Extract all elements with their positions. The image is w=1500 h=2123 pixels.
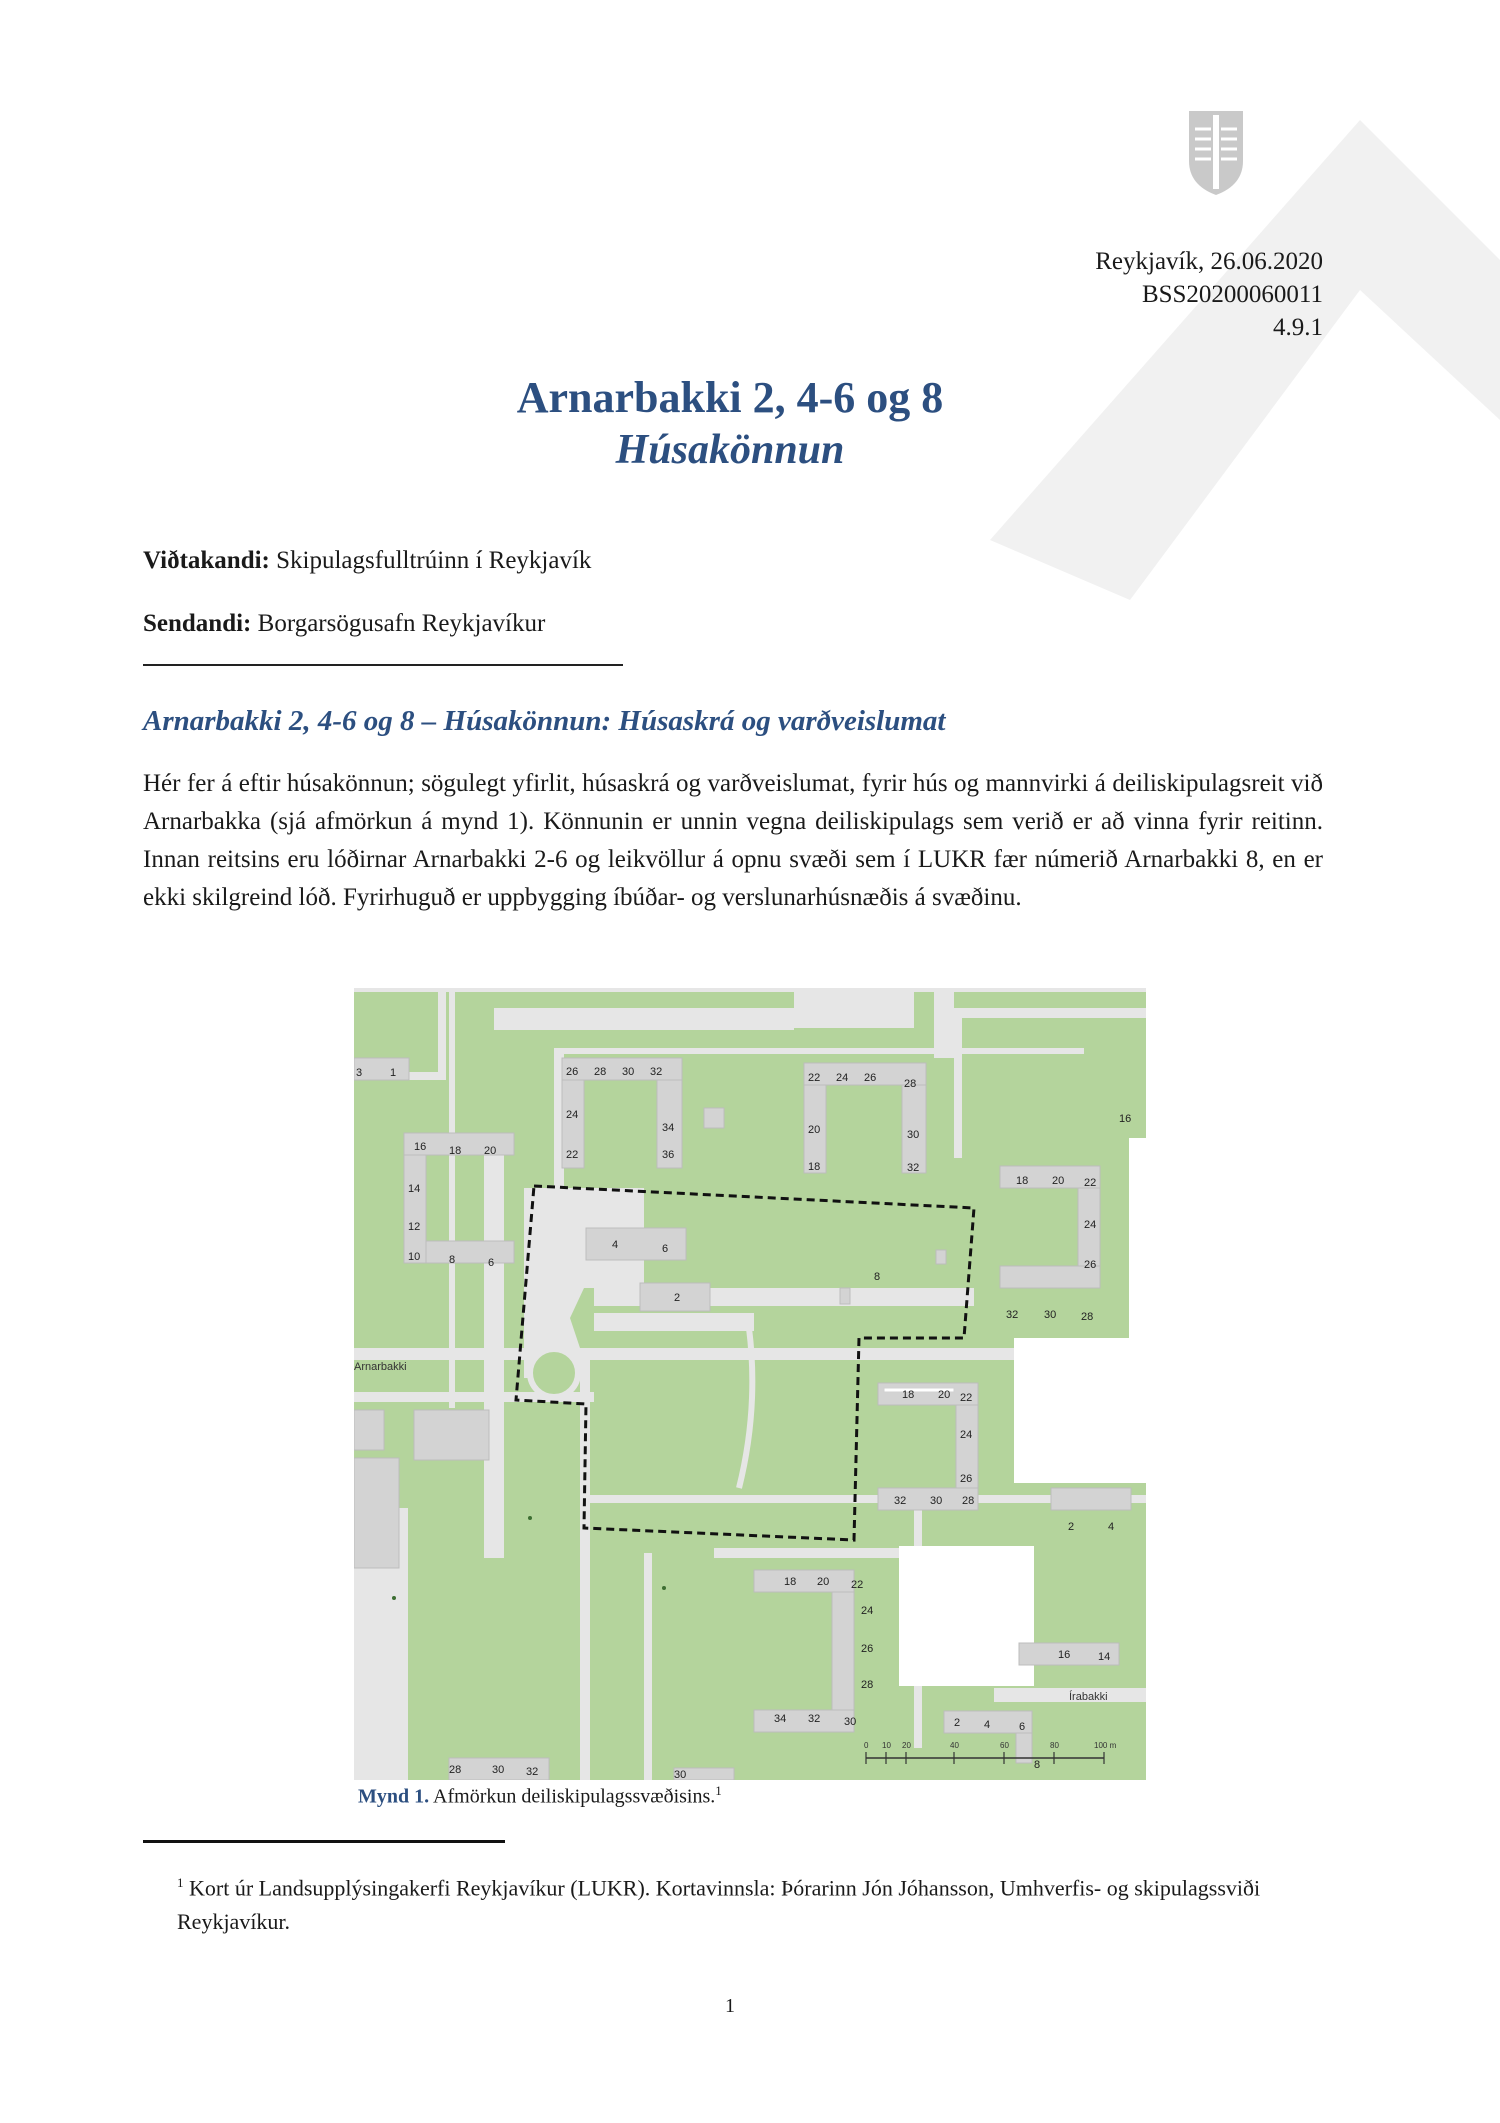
sender-label: Sendandi: (143, 610, 252, 637)
section-heading: Arnarbakki 2, 4-6 og 8 – Húsakönnun: Húsaskrá og varðveislumat (143, 705, 946, 737)
reference-number: 4.9.1 (1273, 314, 1323, 341)
map-label: 20 (817, 1576, 830, 1588)
map-label: 6 (662, 1243, 669, 1255)
map-label: 26 (861, 1643, 874, 1655)
map-label: 22 (566, 1149, 579, 1161)
scale-tick-label: 0 (864, 1741, 869, 1750)
map-label: 20 (808, 1124, 821, 1136)
divider-rule (143, 664, 623, 666)
map-label: 16 (1119, 1113, 1132, 1125)
map-label: 30 (844, 1716, 857, 1728)
document-title: Arnarbakki 2, 4-6 og 8 (516, 373, 944, 422)
date-line: Reykjavík, 26.06.2020 (1095, 248, 1323, 275)
map-label: 24 (836, 1072, 849, 1084)
map-label: 24 (960, 1429, 973, 1441)
scale-tick-label: 60 (1000, 1741, 1009, 1750)
body-paragraph: Hér fer á eftir húsakönnun; sögulegt yfirlit, húsaskrá og varðveislumat, fyrir hús og mannvirki á deiliskipulagsreit við Arnarbakka (sjá afmörkun á mynd 1). Könnunin er unnin vegna deiliskipulags sem verið er að vinna fyrir reitinn. Innan reitsins eru lóðirnar Arnarbakki 2-6 og leikvöllur á opnu svæði sem í LUKR fær númerið Arnarbakki 8, en er ekki skilgreind lóð. Fyrirhuguð er uppbygging íbúðar- og verslunarhúsnæðis á svæðinu. (143, 770, 1323, 911)
figure-caption (358, 1783, 722, 1809)
map-label: 1 (390, 1067, 397, 1079)
map-label: 26 (864, 1072, 877, 1084)
map-label: 30 (622, 1066, 635, 1078)
map-label: 4 (1108, 1521, 1115, 1533)
sender-value: Borgarsögusafn Reykjavíkur (257, 610, 546, 637)
map-label: 22 (808, 1072, 821, 1084)
street-label: Arnarbakki (354, 1361, 407, 1373)
figure-caption-text: Afmörkun deiliskipulagssvæðisins. (433, 1785, 716, 1808)
map-label: 6 (1019, 1721, 1026, 1733)
map-label: 3 (356, 1067, 363, 1079)
map-label: 20 (938, 1389, 951, 1401)
map-label: 22 (1084, 1177, 1097, 1189)
map-label: 20 (484, 1145, 497, 1157)
figure-label: Mynd 1. (358, 1785, 430, 1808)
map-label: 30 (1044, 1309, 1057, 1321)
map-label: 24 (1084, 1219, 1097, 1231)
map-label: 34 (662, 1122, 675, 1134)
scale-tick-label: 100 m (1094, 1741, 1117, 1750)
footnote-reference[interactable]: 1 (715, 1783, 722, 1798)
map-label: 32 (650, 1066, 663, 1078)
map-label: 4 (984, 1719, 991, 1731)
map-label: 26 (566, 1066, 579, 1078)
scale-tick-label: 40 (950, 1741, 959, 1750)
document-subtitle: Húsakönnun (615, 427, 845, 473)
map-label: 16 (414, 1141, 427, 1153)
sender-line (143, 610, 545, 638)
map-label: 32 (1006, 1309, 1019, 1321)
map-label: 32 (808, 1713, 821, 1725)
watermark-chevron (990, 120, 1500, 600)
map-label: 30 (907, 1129, 920, 1141)
map-label: 18 (808, 1161, 821, 1173)
map-label: 8 (449, 1254, 456, 1266)
footnote (177, 1866, 1317, 1939)
map-label: 28 (904, 1078, 917, 1090)
recipient-line (143, 547, 591, 575)
reykjavik-crest-logo (1187, 109, 1245, 197)
map-label: 16 (1058, 1649, 1071, 1661)
map-label: 30 (674, 1769, 687, 1780)
map-label: 18 (902, 1389, 915, 1401)
map-label: 24 (861, 1605, 874, 1617)
map-label: 34 (774, 1713, 787, 1725)
footnote-separator (143, 1840, 505, 1843)
recipient-value: Skipulagsfulltrúinn í Reykjavík (276, 547, 592, 574)
map-label: 22 (851, 1579, 864, 1591)
map-label: 20 (1052, 1175, 1065, 1187)
map-label: 28 (449, 1764, 462, 1776)
page-number: 1 (725, 1995, 735, 2017)
map-label: 18 (784, 1576, 797, 1588)
footnote-marker: 1 (177, 1875, 184, 1890)
scale-tick-label: 80 (1050, 1741, 1059, 1750)
map-label: 30 (930, 1495, 943, 1507)
map-label: 28 (1081, 1311, 1094, 1323)
recipient-label: Viðtakandi: (143, 547, 270, 574)
map-label: 26 (960, 1473, 973, 1485)
map-label: 32 (894, 1495, 907, 1507)
map-label: 18 (1016, 1175, 1029, 1187)
map-label: 8 (1034, 1759, 1041, 1771)
map-label: 12 (408, 1221, 421, 1233)
map-label: 36 (662, 1149, 675, 1161)
map-label: 14 (1098, 1651, 1111, 1663)
street-label: Írabakki (1069, 1691, 1108, 1703)
map-label: 8 (874, 1271, 881, 1283)
site-map (354, 988, 1146, 1780)
map-label: 28 (594, 1066, 607, 1078)
scale-tick-label: 10 (882, 1741, 891, 1750)
map-label: 4 (612, 1239, 619, 1251)
map-label: 28 (962, 1495, 975, 1507)
map-label: 2 (1068, 1521, 1075, 1533)
map-label: 28 (861, 1679, 874, 1691)
map-label: 26 (1084, 1259, 1097, 1271)
map-label: 2 (674, 1292, 681, 1304)
map-label: 10 (408, 1251, 421, 1263)
map-label: 6 (488, 1257, 495, 1269)
footnote-text: Kort úr Landsupplýsingakerfi Reykjavíkur (LUKR). Kortavinnsla: Þórarinn Jón Jóhansson, Umhverfis- og skipulagssviði Reykjavíkur. (177, 1875, 1261, 1935)
map-label: 32 (526, 1766, 539, 1778)
map-label: 14 (408, 1183, 421, 1195)
map-label: 24 (566, 1109, 579, 1121)
map-label: 18 (449, 1145, 462, 1157)
case-number: BSS20200060011 (1141, 281, 1323, 308)
map-label: 2 (954, 1717, 961, 1729)
map-label: 30 (492, 1764, 505, 1776)
map-label: 32 (907, 1162, 920, 1174)
map-label: 22 (960, 1392, 973, 1404)
scale-tick-label: 20 (902, 1741, 911, 1750)
